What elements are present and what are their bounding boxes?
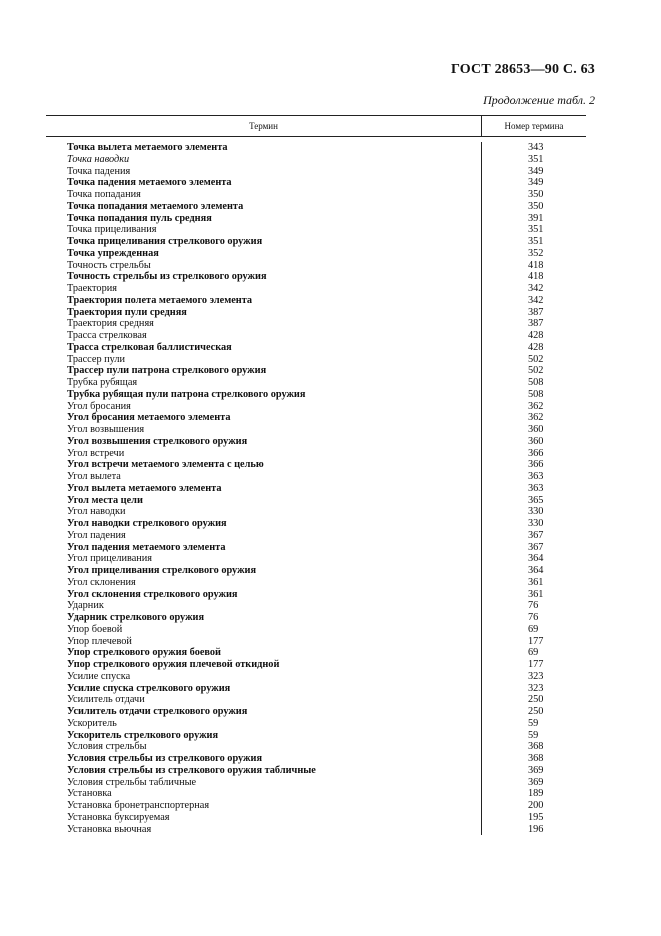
table-row-term: Ускоритель — [67, 717, 117, 729]
table-row-number: 368 — [528, 753, 544, 764]
table-row-term: Угол прицеливания — [67, 553, 153, 565]
table-row-number: 364 — [528, 553, 544, 565]
table-row-number: 363 — [528, 482, 544, 494]
table-row-number: 391 — [528, 212, 544, 224]
table-row-number: 387 — [528, 318, 544, 330]
table-row-term: Угол наводки стрелкового оружия — [67, 518, 227, 529]
table-row-term: Ударник стрелкового оружия — [67, 612, 205, 623]
table-row-number: 177 — [528, 659, 544, 670]
table-row-term: Траектория средняя — [67, 318, 154, 330]
table-row-term: Установка буксируемая — [67, 811, 170, 823]
table-row-number: 351 — [528, 236, 544, 247]
table-row-number: 250 — [528, 706, 544, 717]
table-row-term: Угол вылета — [67, 471, 121, 482]
table-row-term: Точка наводки — [67, 153, 130, 165]
table-row-term: Угол прицеливания стрелкового оружия — [67, 565, 257, 576]
table-row-number: 69 — [528, 623, 539, 635]
table-row-term: Угол бросания — [67, 400, 131, 412]
table-row-term: Упор боевой — [67, 623, 123, 635]
table-row-number: 189 — [528, 788, 544, 800]
table-row-term: Ударник — [67, 600, 104, 612]
table-row-term: Точка прицеливания — [67, 224, 157, 236]
table-row-term: Усилие спуска стрелкового оружия — [67, 682, 231, 694]
table-row-number: 250 — [528, 694, 544, 706]
table-row-number: 362 — [528, 400, 544, 412]
table-row-term: Трубка рубящая пули патрона стрелкового оружия — [67, 388, 306, 400]
table-continuation-note: Продолжение табл. 2 — [483, 93, 595, 107]
table-row-number: 361 — [528, 588, 544, 600]
table-row-term: Условия стрельбы табличные — [67, 776, 197, 788]
table-row-number: 76 — [528, 612, 539, 623]
table-row-term: Условия стрельбы — [67, 741, 147, 753]
table-row-number: 502 — [528, 365, 544, 377]
table-row-term: Угол падения метаемого элемента — [67, 541, 226, 553]
table-row-number: 363 — [528, 471, 544, 482]
table-row-term: Установка — [67, 788, 112, 800]
table-row-term: Угол бросания метаемого элемента — [67, 412, 231, 424]
table-row-number: 352 — [528, 247, 544, 259]
table-row-term: Точка попадания пуль средняя — [67, 212, 212, 224]
table-row-term: Условия стрельбы из стрелкового оружия — [67, 753, 263, 764]
table-row-term: Угол склонения — [67, 576, 136, 588]
table-body — [46, 142, 586, 835]
table-row-term: Точка попадания — [67, 189, 141, 200]
numbers-column — [482, 142, 586, 835]
table-row-number: 508 — [528, 377, 544, 388]
table-row-number: 195 — [528, 811, 544, 823]
table-row-term: Угол встречи — [67, 447, 125, 459]
table-row-term: Усилитель отдачи — [67, 694, 145, 706]
table-row-term: Точка падения метаемого элемента — [67, 177, 232, 189]
table-row-number: 350 — [528, 200, 544, 212]
table-row-number: 343 — [528, 142, 544, 153]
table-row-number: 349 — [528, 165, 544, 177]
table-row-term: Точка вылета метаемого элемента — [67, 142, 228, 153]
table-row-term: Точка попадания метаемого элемента — [67, 200, 244, 212]
table-row-number: 418 — [528, 271, 544, 283]
table-row-number: 330 — [528, 506, 544, 518]
table-row-number: 342 — [528, 283, 544, 294]
table-row-number: 69 — [528, 647, 539, 659]
column-header-number: Номер термина — [504, 121, 564, 131]
table-row-term: Точность стрельбы из стрелкового оружия — [67, 271, 267, 283]
table-row-term: Угол места цели — [67, 494, 143, 506]
table-row-number: 360 — [528, 435, 544, 447]
table-row-number: 368 — [528, 741, 544, 753]
table-row-number: 369 — [528, 776, 544, 788]
table-row-term: Угол падения — [67, 529, 126, 541]
terms-column — [46, 142, 482, 835]
table-header — [46, 115, 586, 137]
table-row-number: 349 — [528, 177, 544, 189]
table-row-number: 59 — [528, 717, 539, 729]
table-row-term: Трубка рубящая — [67, 377, 138, 388]
table-row-term: Усилитель отдачи стрелкового оружия — [67, 706, 248, 717]
table-row-term: Усилие спуска — [67, 670, 131, 682]
table-row-number: 76 — [528, 600, 539, 612]
table-row-number: 177 — [528, 635, 544, 647]
table-row-term: Точка падения — [67, 165, 131, 177]
table-row-number: 508 — [528, 388, 544, 400]
table-row-number: 361 — [528, 576, 544, 588]
table-row-number: 323 — [528, 682, 544, 694]
table-row-term: Точка упрежденная — [67, 247, 159, 259]
table-row-term: Упор стрелкового оружия плечевой откидной — [67, 659, 280, 670]
table-row-number: 366 — [528, 447, 544, 459]
table-row-number: 418 — [528, 259, 544, 271]
table-row-term: Угол встречи метаемого элемента с целью — [67, 459, 264, 471]
table-row-term: Угол наводки — [67, 506, 126, 518]
column-header-term: Термин — [46, 116, 482, 136]
table-row-number: 367 — [528, 541, 544, 553]
page-header: ГОСТ 28653—90 С. 63 — [451, 62, 595, 77]
table-row-term: Точность стрельбы — [67, 259, 151, 271]
table-row-number: 428 — [528, 330, 544, 341]
table-row-term: Условия стрельбы из стрелкового оружия табличные — [67, 764, 316, 776]
table-row-term: Ускоритель стрелкового оружия — [67, 729, 219, 741]
table-row-term: Упор стрелкового оружия боевой — [67, 647, 221, 659]
table-row-term: Угол возвышения — [67, 424, 145, 435]
table-row-number: 323 — [528, 670, 544, 682]
table-row-term: Траектория пули средняя — [67, 306, 187, 318]
table-row-term: Траектория — [67, 283, 117, 294]
table-row-number: 502 — [528, 353, 544, 365]
terms-table — [46, 115, 586, 835]
table-row-number: 387 — [528, 306, 544, 318]
table-row-number: 366 — [528, 459, 544, 471]
table-row-number: 351 — [528, 153, 544, 165]
table-row-term: Угол вылета метаемого элемента — [67, 482, 222, 494]
table-row-term: Трасса стрелковая баллистическая — [67, 341, 232, 353]
table-row-number: 59 — [528, 729, 539, 741]
table-row-term: Точка прицеливания стрелкового оружия — [67, 236, 263, 247]
table-row-number: 367 — [528, 529, 544, 541]
table-row-number: 342 — [528, 294, 544, 306]
table-row-term: Траектория полета метаемого элемента — [67, 294, 253, 306]
table-row-term: Установка бронетранспортерная — [67, 800, 210, 811]
table-row-term: Установка вьючная — [67, 823, 152, 835]
table-row-term: Трассер пули — [67, 353, 126, 365]
table-row-term: Трассер пули патрона стрелкового оружия — [67, 365, 267, 377]
table-row-number: 351 — [528, 224, 544, 236]
table-row-number: 364 — [528, 565, 544, 576]
table-row-number: 369 — [528, 764, 544, 776]
table-row-term: Упор плечевой — [67, 635, 132, 647]
table-row-number: 428 — [528, 341, 544, 353]
table-row-term: Угол возвышения стрелкового оружия — [67, 435, 248, 447]
table-row-term: Трасса стрелковая — [67, 330, 147, 341]
table-row-term: Угол склонения стрелкового оружия — [67, 588, 238, 600]
table-row-number: 200 — [528, 800, 544, 811]
table-row-number: 196 — [528, 823, 544, 835]
table-row-number: 362 — [528, 412, 544, 424]
table-row-number: 330 — [528, 518, 544, 529]
table-row-number: 350 — [528, 189, 544, 200]
table-row-number: 360 — [528, 424, 544, 435]
table-row-number: 365 — [528, 494, 544, 506]
